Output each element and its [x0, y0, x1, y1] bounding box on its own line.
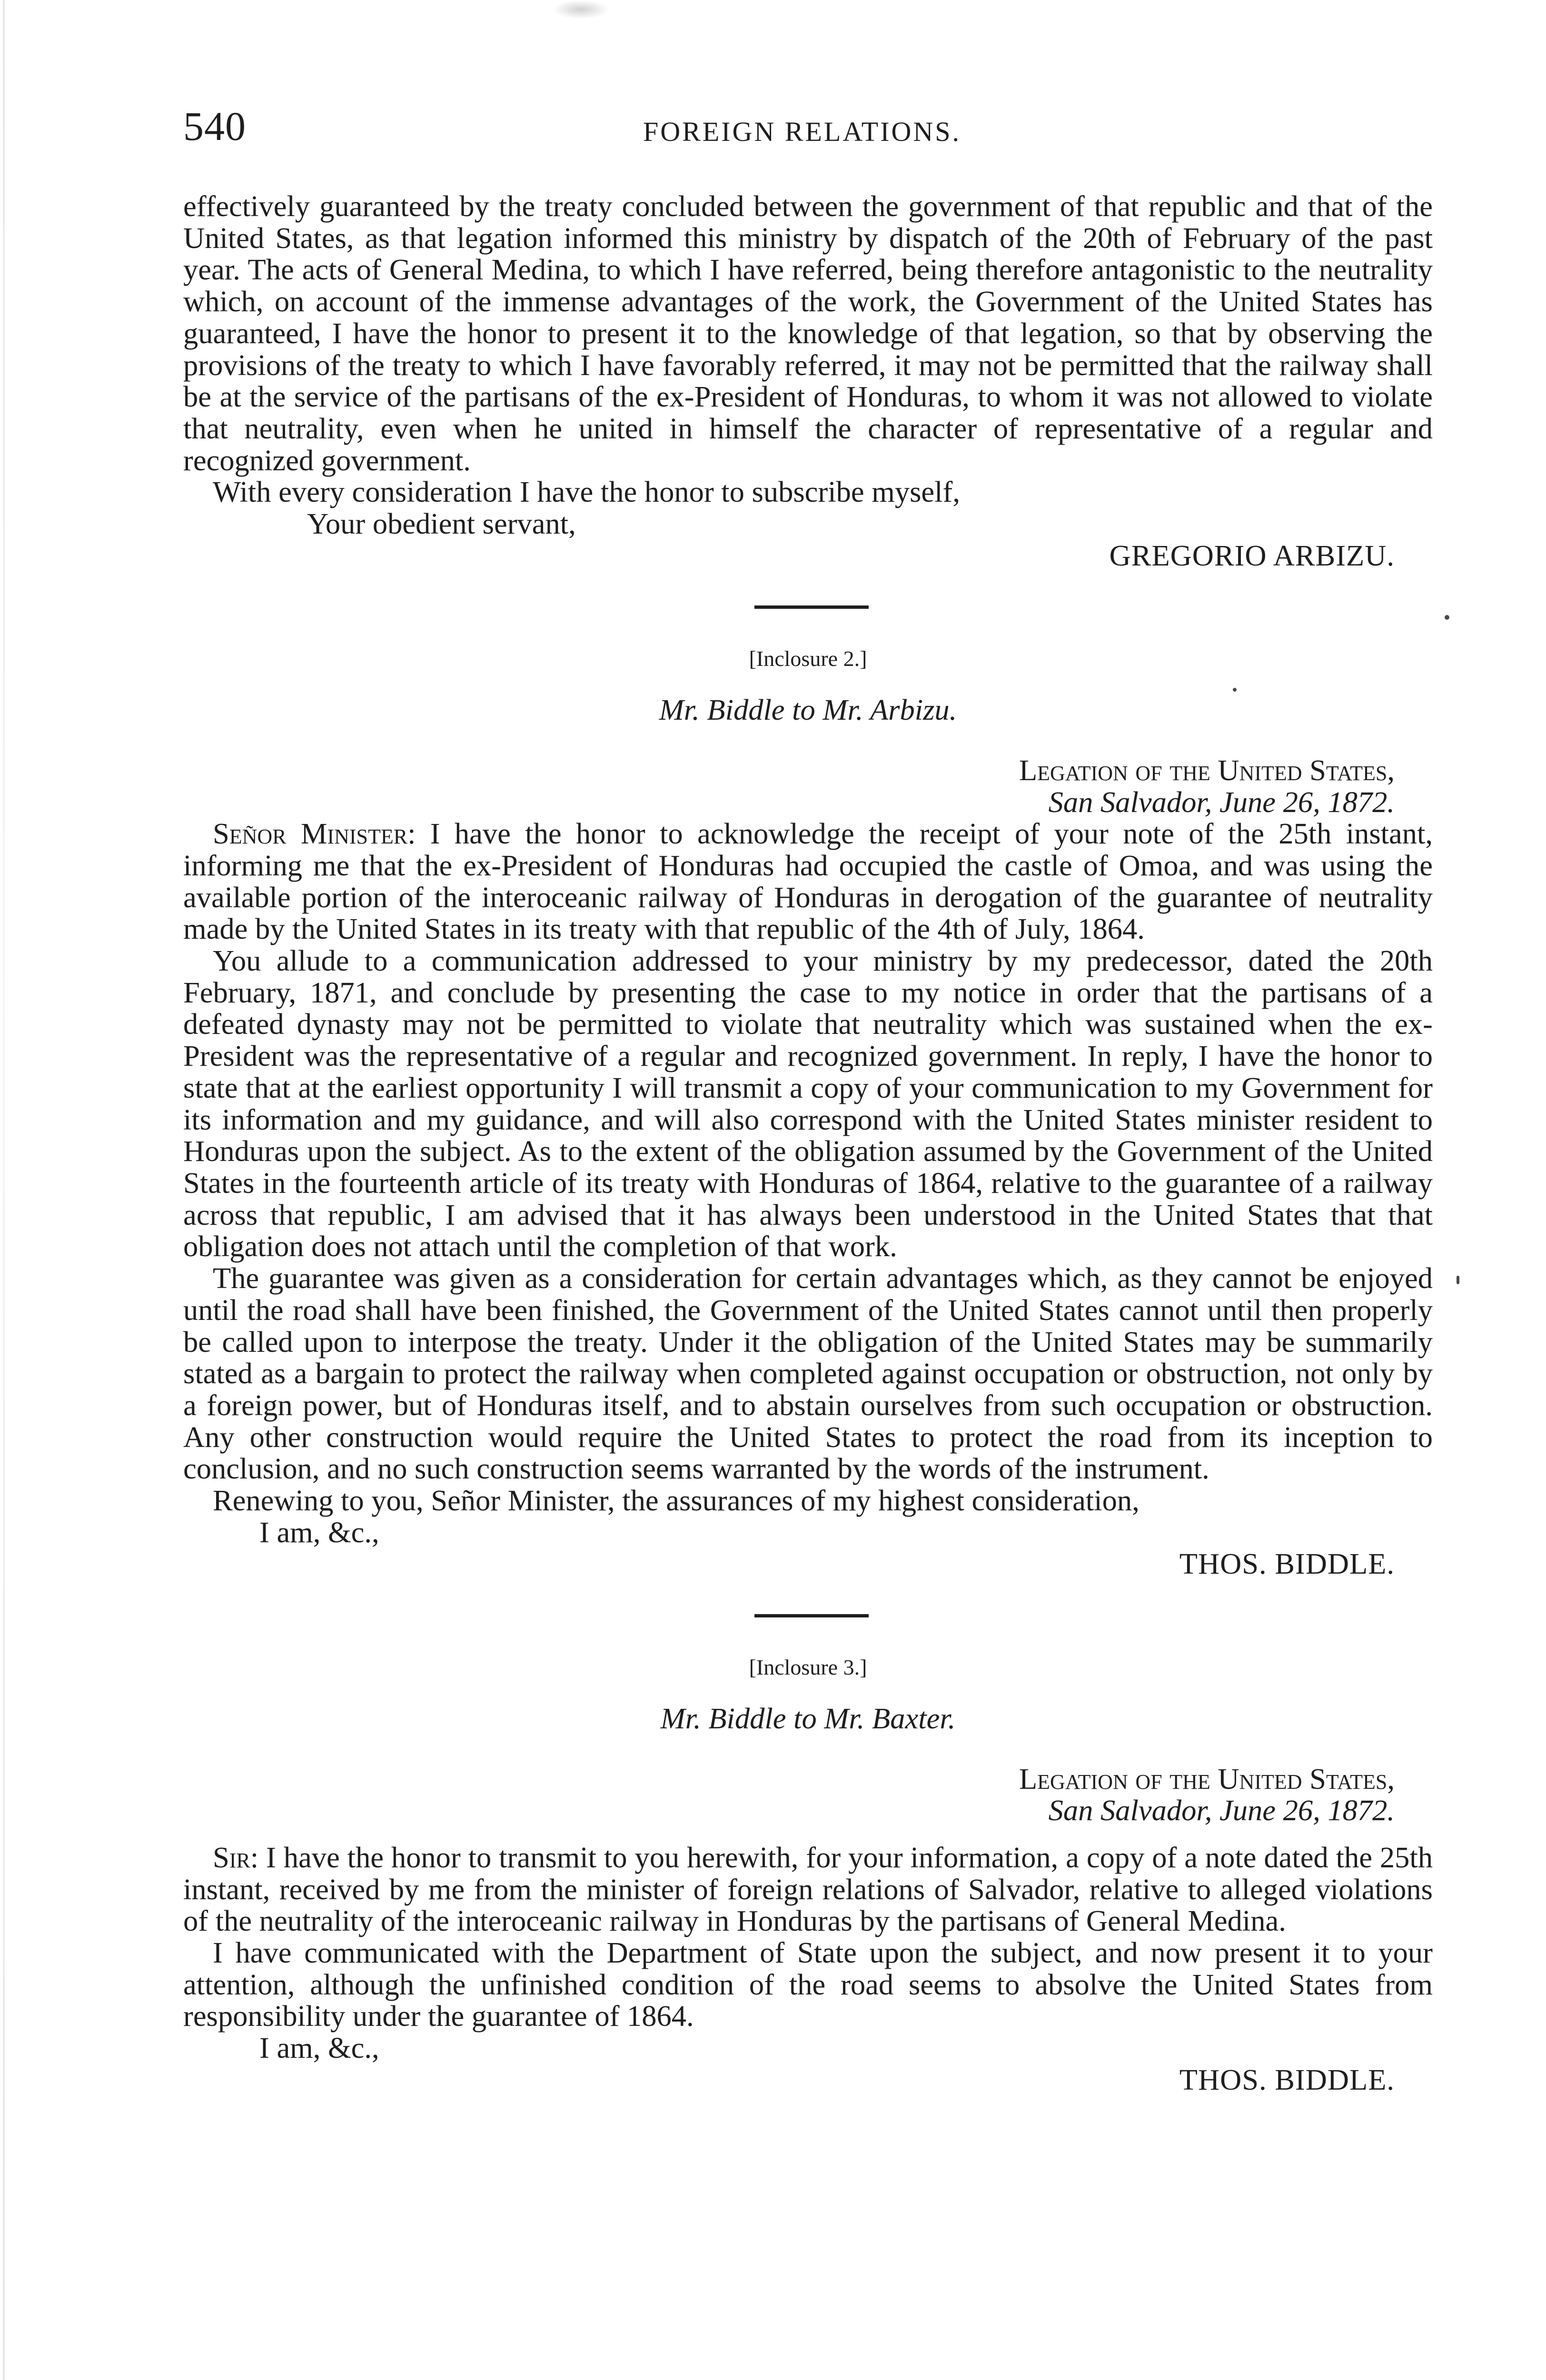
inclosure3-label: [Inclosure 3.] — [749, 1655, 867, 1680]
inclosure2-place: San Salvador, — [1048, 785, 1212, 819]
inclosure3-heading: Mr. Biddle to Mr. Baxter. — [660, 1701, 956, 1735]
inclosure2-paragraph-1-text: I have the honor to acknowledge the receipt of your note of the 25th instant, informing me that the ex-President of Honduras had occupied the castle of Omoa, and was using the available portion of the interoceanic railway of Honduras in derogation of the guarantee of neutrality made by the United States in its treaty with that republic of the 4th of July, 1864. — [183, 817, 1433, 946]
inclosure2-paragraph-3: The guarantee was given as a consideration for certain advantages which, as they cannot be enjoyed until the road shall have been finished, the Government of the United States cannot until then properly be called upon to interpose the treaty. Under it the obligation of the United States may be summarily stated as a bargain to protect the railway when completed against occupation or obstruction, not only by a foreign power, but of Honduras itself, and to abstain ourselves from such occupation or obstruction. Any other construction would require the United States to protect the road from its inception to conclusion, and no such construction seems warranted by the words of the instrument. — [183, 1261, 1433, 1486]
inclosure3-signature: THOS. BIDDLE. — [1179, 2063, 1395, 2096]
running-head: FOREIGN RELATIONS. — [643, 116, 961, 147]
inclosure3-paragraph-1-text: I have the honor to transmit to you herewith, for your information, a copy of a note dated the 25th instant, received by me from the minister of foreign relations of Salvador, relative to alleged violations of the neutrality of the interoceanic railway in Honduras by the partisans of General Medina. — [183, 1840, 1433, 1938]
inclosure2-closing-2: I am, &c., — [259, 1515, 379, 1549]
scan-speck — [1457, 1276, 1459, 1284]
inclosure2-label: [Inclosure 2.] — [749, 646, 867, 671]
letter1-signature: GREGORIO ARBIZU. — [1109, 538, 1395, 572]
inclosure3-salutation: Sir: — [213, 1840, 259, 1874]
letter1-closing-2: Your obedient servant, — [307, 507, 576, 541]
inclosure2-legation: Legation of the United States, — [1019, 753, 1395, 787]
scan-speck — [1445, 615, 1449, 620]
page-header — [183, 102, 1421, 159]
inclosure3-closing: I am, &c., — [259, 2031, 379, 2065]
letter-continuation — [183, 190, 1433, 571]
inclosure3-date: June 26, 1872. — [1219, 1794, 1395, 1827]
section-divider — [754, 605, 869, 609]
page-number: 540 — [183, 103, 246, 149]
inclosure-3 — [183, 1652, 1433, 2095]
inclosure2-salutation: Señor Minister: — [213, 817, 416, 851]
inclosure2-paragraph-2: You allude to a communication addressed to your ministry by my predecessor, dated the 20th February, 1871, and conclude by presenting the case to my notice in order that the partisans of a defeated dynasty may not be permitted to violate that neutrality which was sustained when the ex-President was the representative of a regular and recognized government. In reply, I have the honor to state that at the earliest opportunity I will transmit a copy of your communication to my Government for its information and my guidance, and will also correspond with the United States minister resident to Honduras upon the subject. As to the extent of the obligation assumed by the Government of the United States in the fourteenth article of its treaty with Honduras of 1864, relative to the guarantee of a railway across that republic, I am advised that it has always been understood in the United States that that obligation does not attach until the completion of that work. — [183, 944, 1433, 1263]
inclosure2-signature: THOS. BIDDLE. — [1179, 1547, 1395, 1581]
inclosure2-closing: Renewing to you, Señor Minister, the assurances of my highest consideration, — [213, 1484, 1140, 1517]
inclosure2-heading: Mr. Biddle to Mr. Arbizu. — [659, 693, 957, 727]
letter1-closing: With every consideration I have the honor to subscribe myself, — [213, 475, 960, 509]
inclosure2-date: June 26, 1872. — [1219, 785, 1395, 819]
inclosure3-paragraph-2: I have communicated with the Department of State upon the subject, and now present it to your attention, although the unfinished condition of the road seems to absolve the United States from responsibility under the guarantee of 1864. — [183, 1936, 1433, 2033]
letter1-body: effectively guaranteed by the treaty concluded between the government of that republic and that of the United States, as that legation informed this ministry by dispatch of the 20th of February of the past year. The acts of General Medina, to which I have referred, being therefore antagonistic to the neutrality which, on account of the immense advantages of the work, the Government of the United States has guaranteed, I have the honor to present it to the knowledge of that legation, so that by observing the provisions of the treaty to which I have favorably referred, it may not be permitted that the railway shall be at the service of the partisans of the ex-President of Honduras, to whom it was not allowed to violate that neutrality, even when he united in himself the character of representative of a regular and recognized government. — [183, 189, 1433, 477]
scan-gutter-line — [3, 0, 5, 2380]
inclosure3-place: San Salvador, — [1048, 1794, 1212, 1827]
inclosure-2 — [183, 643, 1433, 1580]
inclosure3-dateline — [183, 1795, 1433, 1826]
inclosure3-legation: Legation of the United States, — [1019, 1762, 1395, 1795]
scan-smudge — [552, 0, 609, 19]
inclosure3-paragraph-1 — [183, 1842, 1433, 1937]
section-divider — [754, 1614, 869, 1617]
inclosure2-dateline — [183, 786, 1433, 818]
inclosure2-paragraph-1 — [183, 818, 1433, 945]
document-body — [183, 190, 1433, 2096]
